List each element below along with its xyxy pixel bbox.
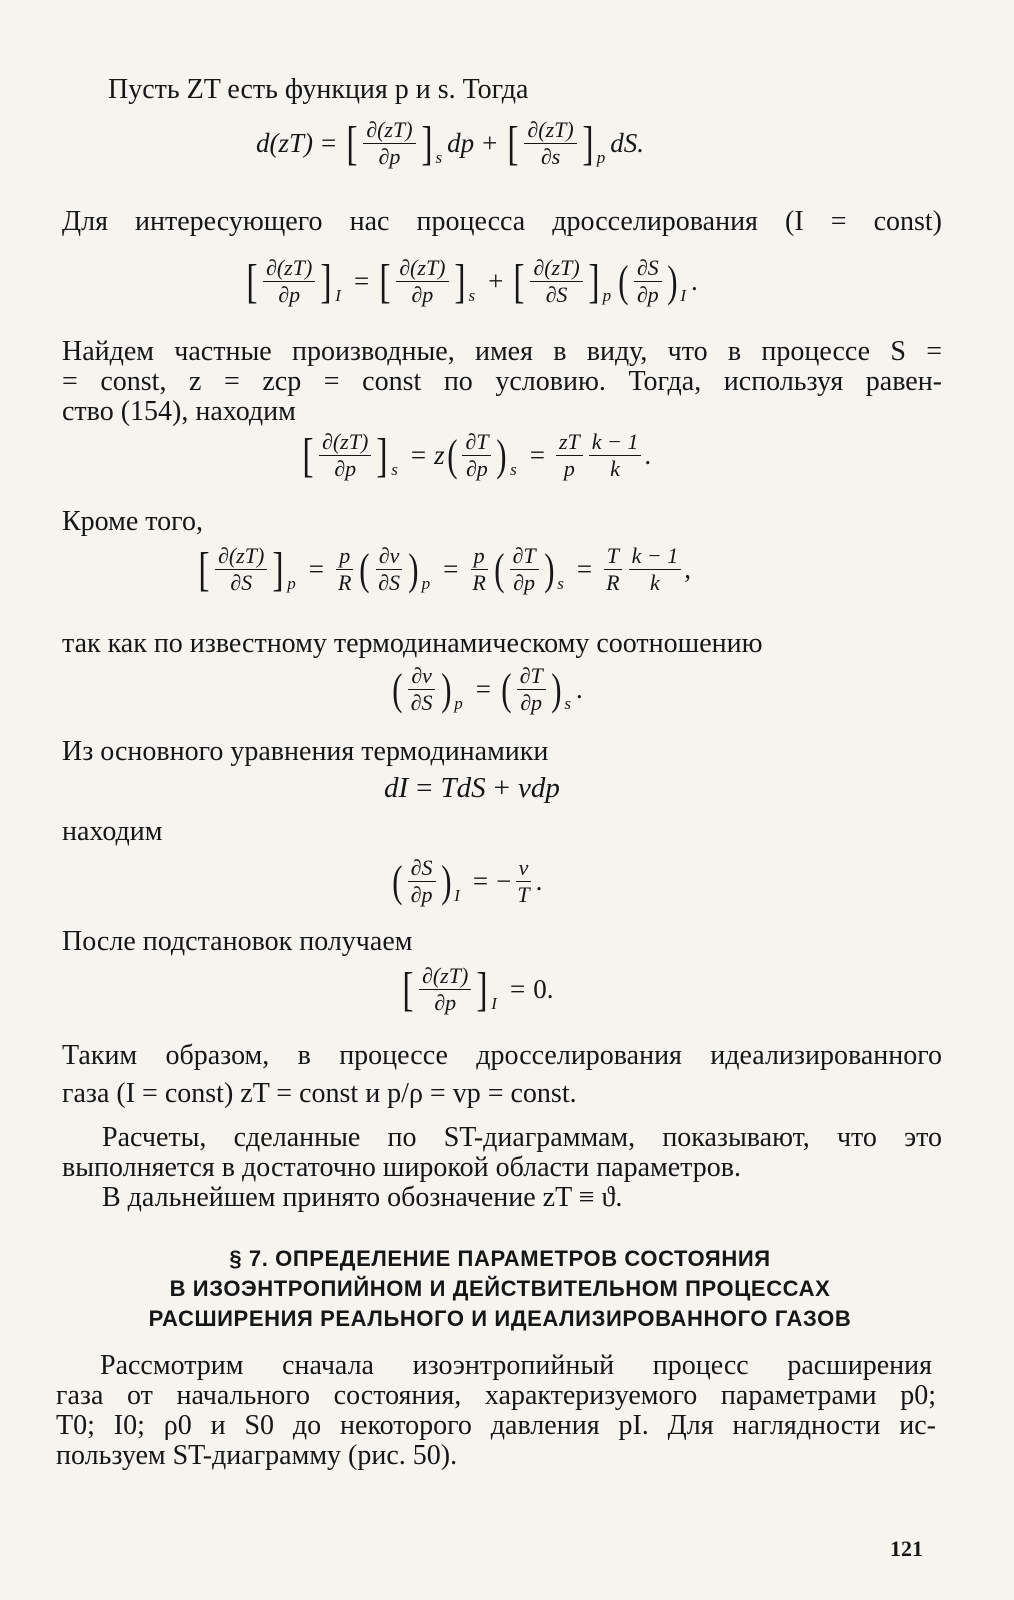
text-line-5: ство (154), находим (62, 396, 296, 427)
text-line-8: Из основного уравнения термодинамики (62, 736, 549, 767)
equation-2: [ $\frac{\partial(zT)}{\partial p}$ ] I = [ $\frac{\partial(zT)}{\partial p}$ ] s + [ $\frac{\partial(zT)}{\partial S}$ ] p ( $\frac{\partial S}{\partial p}$ ) I . (246, 254, 698, 308)
text-line-12: газа (I = const) zT = const и p/ρ = vp = const. (62, 1078, 577, 1109)
page-number: 121 (890, 1536, 923, 1561)
text-line-2: Для интересующего нас процесса дросселирования (I = const) (62, 206, 942, 237)
section-heading-line-1: § 7. ОПРЕДЕЛЕНИЕ ПАРАМЕТРОВ СОСТОЯНИЯ (229, 1246, 771, 1271)
text-line-14: выполняется в достаточно широкой области параметров. (62, 1152, 741, 1183)
text-line-11: Таким образом, в процессе дросселирования идеализированного (62, 1040, 942, 1071)
text-line-3: Найдем частные производные, имея в виду, что в процессе S = (62, 336, 942, 367)
equation-7: ( $\frac{\partial S}{\partial p}$ ) I = − $\frac{v}{T}$ . (392, 855, 543, 907)
text-line-16: Рассмотрим сначала изоэнтропийный процесс расширения (100, 1350, 932, 1381)
text-line-13: Расчеты, сделанные по ST-диаграммам, показывают, что это (102, 1122, 942, 1153)
text-line-19: пользуем ST-диаграмму (рис. 50). (56, 1440, 458, 1471)
equation-5: ( $\frac{\partial v}{\partial S}$ ) p = ( $\frac{\partial T}{\partial p}$ ) s . (392, 663, 583, 715)
text-line-15: В дальнейшем принято обозначение zT ≡ ϑ. (102, 1182, 623, 1213)
text-line-6: Кроме того, (62, 506, 203, 537)
equation-3: [ $\frac{\partial(zT)}{\partial p}$ ] s = z ( $\frac{\partial T}{\partial p}$ ) s = $\frac{zT}{p}$ $\frac{k - 1}{k}$ . (302, 428, 652, 482)
text-line-17: газа от начального состояния, характеризуемого параметрами p0; (56, 1380, 936, 1411)
text-line-4: = const, z = zср = const по условию. Тогда, используя равен- (62, 366, 942, 397)
equation-1: d(zT) = [ $\frac{\partial(zT)}{\partial p}$ ] s dp + [ $\frac{\partial(zT)}{\partial s}$ ] p dS. (256, 116, 644, 170)
section-heading-line-2: В ИЗОЭНТРОПИЙНОМ И ДЕЙСТВИТЕЛЬНОМ ПРОЦЕССАХ (169, 1276, 831, 1301)
equation-4: [ $\frac{\partial(zT)}{\partial S}$ ] p = $\frac{p}{R}$ ( $\frac{\partial v}{\partial S}$ ) p = $\frac{p}{R}$ ( $\frac{\partial T}{\partial p}$ ) s = $\frac{T}{R}$ $\frac{k - 1}{k}$ , (198, 542, 691, 596)
text-line-7: так как по известному термодинамическому соотношению (62, 628, 763, 659)
section-heading-line-3: РАСШИРЕНИЯ РЕАЛЬНОГО И ИДЕАЛИЗИРОВАННОГО ГАЗОВ (148, 1306, 852, 1331)
text-line-18: T0; I0; ρ0 и S0 до некоторого давления pI. Для наглядности ис- (56, 1410, 936, 1441)
equation-6: dI = TdS + vdp (384, 772, 560, 804)
text-line-1: Пусть ZT есть функция p и s. Тогда (108, 74, 529, 105)
text-line-10: После подстановок получаем (62, 926, 413, 957)
text-line-9: находим (62, 816, 163, 847)
equation-8: [ $\frac{\partial(zT)}{\partial p}$ ] I = 0. (402, 962, 554, 1016)
